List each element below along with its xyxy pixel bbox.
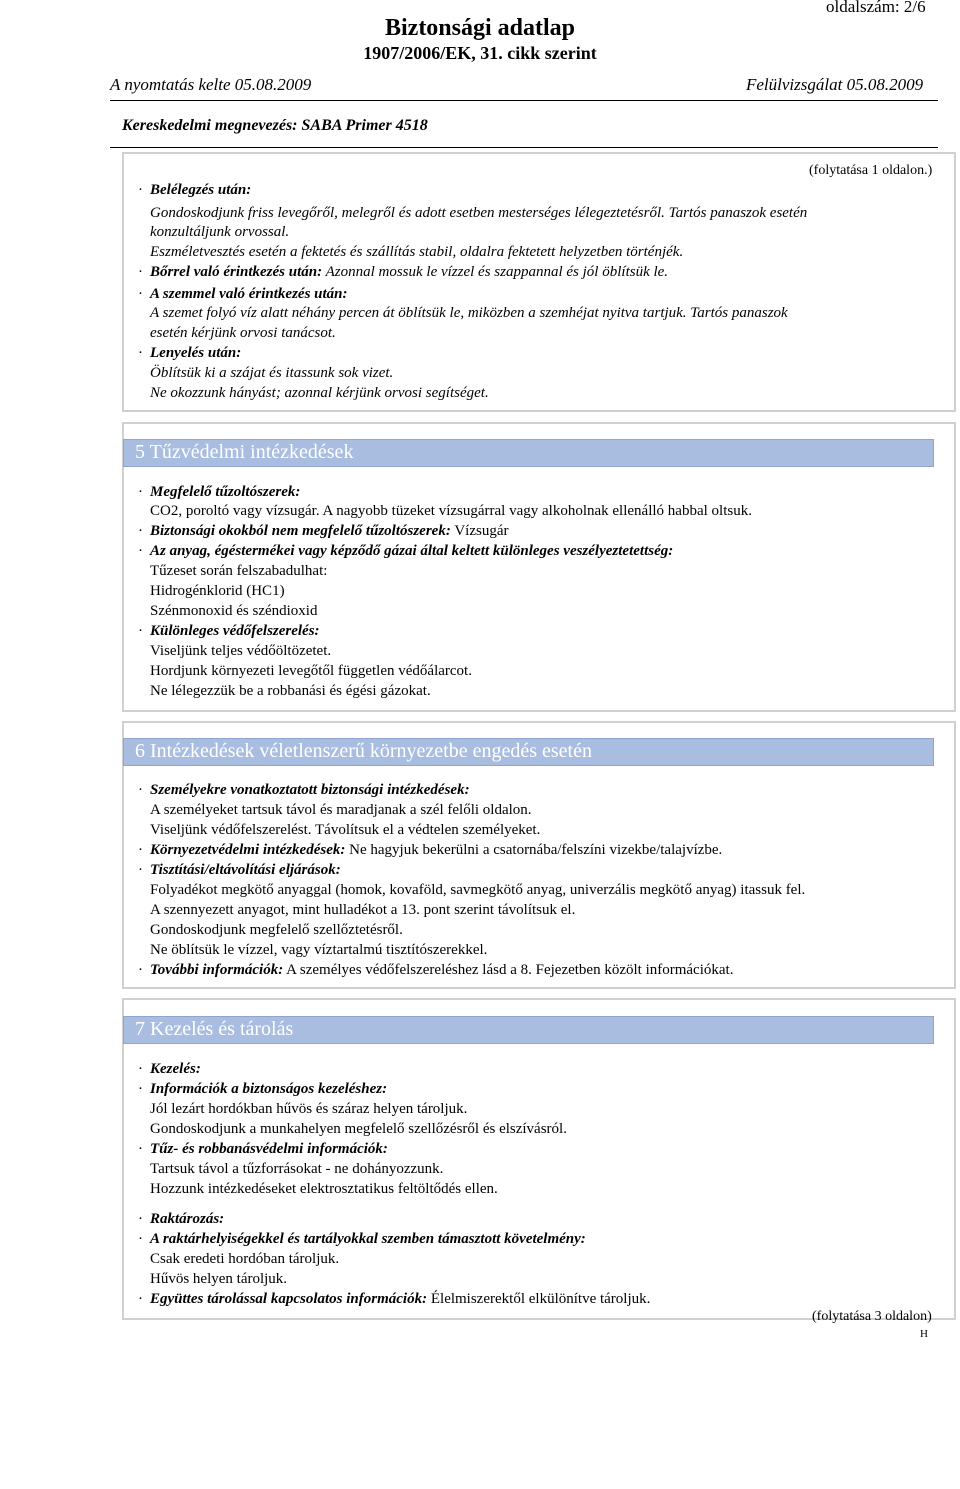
inhalation-text: konzultáljunk orvossal. bbox=[150, 224, 290, 240]
extinguishing-media-label: Megfelelő tűzoltószerek: bbox=[150, 484, 301, 500]
storage-requirements-label: A raktárhelyiségekkel és tartályokkal szemben támasztott követelmény: bbox=[150, 1231, 586, 1247]
footer-mark: H bbox=[920, 1328, 928, 1340]
bullet-dot: · bbox=[138, 1061, 143, 1077]
bullet-dot: · bbox=[138, 1081, 143, 1097]
environmental-precautions bbox=[150, 840, 722, 860]
cleanup-text: Folyadékot megkötő anyaggal (homok, kovaföld, savmegkötő anyag, univerzális megkötő anyag) itassuk fel. bbox=[150, 882, 806, 898]
extinguishing-media-text: CO2, poroltó vagy vízsugár. A nagyobb tüzeket vízsugárral vagy alkoholnak ellenálló habbal oltsuk. bbox=[150, 503, 752, 519]
header-rule bbox=[110, 100, 938, 101]
trade-name: Kereskedelmi megnevezés: SABA Primer 4518 bbox=[122, 117, 428, 134]
bullet-dot: · bbox=[138, 543, 143, 559]
section-5-heading-bar bbox=[123, 439, 934, 467]
trade-name-rule bbox=[110, 147, 938, 148]
personal-precautions-text: A személyeket tartsuk távol és maradjanak a szél felőli oldalon. bbox=[150, 802, 532, 818]
additional-info-text: A személyes védőfelszereléshez lásd a 8. Fejezetben közölt információkat. bbox=[286, 962, 734, 978]
protective-equipment-text: Hordjunk környezeti levegőtől független védőálarcot. bbox=[150, 663, 472, 679]
unsuitable-media-label: Biztonsági okokból nem megfelelő tűzoltószerek: bbox=[150, 523, 451, 539]
bullet-dot: · bbox=[138, 623, 143, 639]
bullet-dot: · bbox=[138, 484, 143, 500]
fire-protection-label: Tűz- és robbanásvédelmi információk: bbox=[150, 1141, 388, 1157]
handling-label: Kezelés: bbox=[150, 1061, 201, 1077]
skin-contact bbox=[150, 262, 668, 282]
storage-label: Raktározás: bbox=[150, 1211, 225, 1227]
bullet-dot: · bbox=[138, 1211, 143, 1227]
bullet-dot: · bbox=[138, 345, 143, 361]
bullet-dot: · bbox=[138, 962, 143, 978]
bullet-dot: · bbox=[138, 182, 143, 198]
unsuitable-media-text: Vízsugár bbox=[454, 523, 509, 539]
special-hazards-label: Az anyag, égéstermékei vagy képződő gázai által keltett különleges veszélyeztetettség: bbox=[150, 543, 674, 559]
bullet-dot: · bbox=[138, 842, 143, 858]
eye-label: A szemmel való érintkezés után: bbox=[150, 286, 348, 302]
document-subtitle: 1907/2006/EK, 31. cikk szerint bbox=[363, 43, 597, 63]
cleanup-text: Gondoskodjunk megfelelő szellőztetésről. bbox=[150, 922, 403, 938]
storage-requirements-text: Hűvös helyen tároljuk. bbox=[150, 1271, 288, 1287]
section-6-heading-bar bbox=[123, 738, 934, 766]
continued-from-note: (folytatása 1 oldalon.) bbox=[809, 163, 933, 178]
unsuitable-media bbox=[150, 521, 508, 541]
special-hazards-text: Szénmonoxid és széndioxid bbox=[150, 603, 318, 619]
document-title: Biztonsági adatlap bbox=[384, 15, 576, 41]
environmental-precautions-label: Környezetvédelmi intézkedések: bbox=[150, 842, 346, 858]
bullet-dot: · bbox=[138, 1141, 143, 1157]
personal-precautions-label: Személyekre vonatkoztatott biztonsági intézkedések: bbox=[150, 782, 470, 798]
storage-requirements-text: Csak eredeti hordóban tároljuk. bbox=[150, 1251, 340, 1267]
fire-protection-text: Tartsuk távol a tűzforrásokat - ne dohányozzunk. bbox=[150, 1161, 444, 1177]
section-7-title: 7 Kezelés és tárolás bbox=[135, 1018, 294, 1040]
bullet-dot: · bbox=[138, 523, 143, 539]
safe-handling-text: Jól lezárt hordókban hűvös és száraz helyen tároljuk. bbox=[150, 1101, 468, 1117]
eye-text: A szemet folyó víz alatt néhány percen át öblítsük le, miközben a szemhéjat nyitva tartjuk. Tartós panaszok bbox=[150, 305, 788, 321]
additional-info bbox=[150, 960, 733, 980]
safe-handling-text: Gondoskodjunk a munkahelyen megfelelő szellőzésről és elszívásról. bbox=[150, 1121, 567, 1137]
section-7-heading-bar bbox=[123, 1016, 934, 1044]
joint-storage-text: Élelmiszerektől elkülönítve tároljuk. bbox=[430, 1291, 651, 1307]
protective-equipment-label: Különleges védőfelszerelés: bbox=[150, 623, 320, 639]
page-number: oldalszám: 2/6 bbox=[826, 0, 926, 16]
environmental-precautions-text: Ne hagyjuk bekerülni a csatornába/felszíni vizekbe/talajvízbe. bbox=[349, 842, 723, 858]
ingestion-label: Lenyelés után: bbox=[150, 345, 242, 361]
joint-storage bbox=[150, 1289, 650, 1309]
special-hazards-text: Hidrogénklorid (HC1) bbox=[150, 583, 285, 599]
print-date: A nyomtatás kelte 05.08.2009 bbox=[110, 75, 312, 94]
bullet-dot: · bbox=[138, 1231, 143, 1247]
cleanup-label: Tisztítási/eltávolítási eljárások: bbox=[150, 862, 341, 878]
bullet-dot: · bbox=[138, 286, 143, 302]
cleanup-text: A szennyezett anyagot, mint hulladékot a 13. pont szerint távolítsuk el. bbox=[150, 902, 576, 918]
bullet-dot: · bbox=[138, 264, 143, 280]
skin-label: Bőrrel való érintkezés után: bbox=[150, 264, 323, 280]
safe-handling-label: Információk a biztonságos kezeléshez: bbox=[150, 1081, 388, 1097]
special-hazards-text: Tűzeset során felszabadulhat: bbox=[150, 563, 328, 579]
bullet-dot: · bbox=[138, 1291, 143, 1307]
section-5-title: 5 Tűzvédelmi intézkedések bbox=[135, 441, 354, 463]
joint-storage-label: Együttes tárolással kapcsolatos információk: bbox=[150, 1291, 428, 1307]
section-6-title: 6 Intézkedések véletlenszerű környezetbe engedés esetén bbox=[135, 740, 592, 762]
revision-date: Felülvizsgálat 05.08.2009 bbox=[746, 75, 924, 94]
additional-info-label: További információk: bbox=[150, 962, 284, 978]
continued-to-note: (folytatása 3 oldalon) bbox=[812, 1309, 932, 1324]
eye-text: esetén kérjünk orvosi tanácsot. bbox=[150, 325, 336, 341]
bullet-dot: · bbox=[138, 782, 143, 798]
skin-text: Azonnal mossuk le vízzel és szappannal és jól öblítsük le. bbox=[325, 264, 669, 280]
inhalation-label: Belélegzés után: bbox=[150, 182, 252, 198]
ingestion-text: Öblítsük ki a szájat és itassunk sok vizet. bbox=[150, 365, 394, 381]
personal-precautions-text: Viseljünk védőfelszerelést. Távolítsuk el a védtelen személyeket. bbox=[150, 822, 541, 838]
fire-protection-text: Hozzunk intézkedéseket elektrosztatikus feltöltődés ellen. bbox=[150, 1181, 498, 1197]
inhalation-text: Gondoskodjunk friss levegőről, melegről és adott esetben mesterséges lélegeztetésről. Tartós panaszok esetén bbox=[150, 205, 808, 221]
bullet-dot: · bbox=[138, 862, 143, 878]
ingestion-text: Ne okozzunk hányást; azonnal kérjünk orvosi segítséget. bbox=[150, 385, 489, 401]
inhalation-text: Eszméletvesztés esetén a fektetés és szállítás stabil, oldalra fektetett helyzetben történjék. bbox=[150, 244, 684, 260]
cleanup-text: Ne öblítsük le vízzel, vagy víztartalmú tisztítószerekkel. bbox=[150, 942, 488, 958]
protective-equipment-text: Ne lélegezzük be a robbanási és égési gázokat. bbox=[150, 683, 431, 699]
protective-equipment-text: Viseljünk teljes védőöltözetet. bbox=[150, 643, 332, 659]
